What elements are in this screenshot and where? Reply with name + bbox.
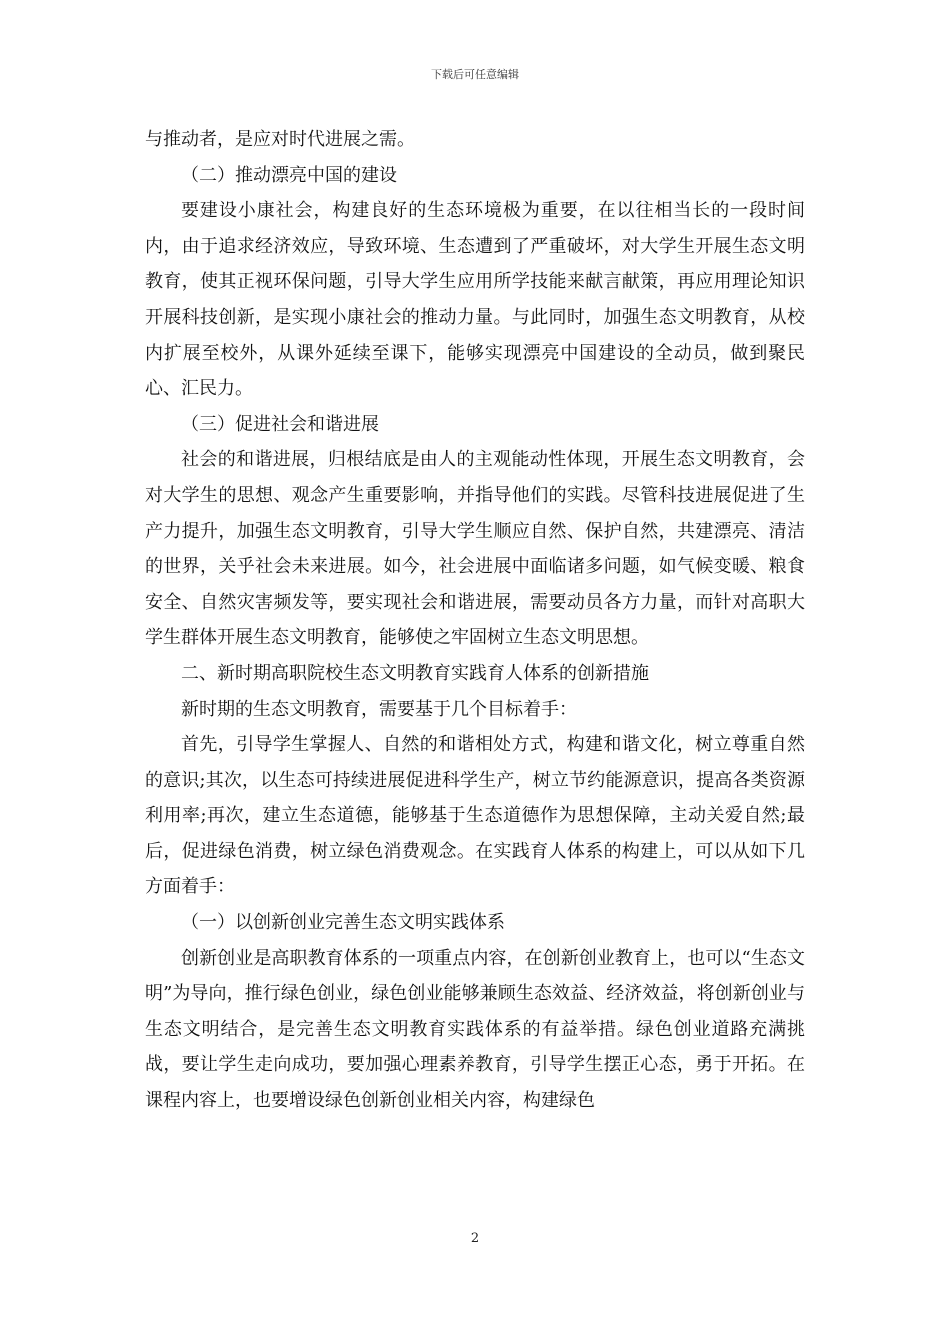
page-number: 2 <box>470 1231 480 1246</box>
chapter-heading: 二、新时期高职院校生态文明教育实践育人体系的创新措施 <box>181 662 649 684</box>
paragraph: 新时期的生态文明教育，需要基于几个目标着手： <box>181 698 577 720</box>
section-heading-3: （三）促进社会和谐进展 <box>181 413 379 435</box>
paragraph: 创新创业是高职教育体系的一项重点内容，在创新创业教育上，也可以“生态文明”为导向，推行绿色创业，绿色创业能够兼顾生态效益、经济效益，将创新创业与生态文明结合，是完善生态文明教育实践体系的有益举措。绿色创业道路充满挑战，要让学生走向成功，要加强心理素养教育，引导学生摆正心态，勇于开拓。在课程内容上，也要增设绿色创新创业相关内容，构建绿色 <box>145 947 805 1112</box>
paragraph: 社会的和谐进展，归根结底是由人的主观能动性体现，开展生态文明教育，会对大学生的思想、观念产生重要影响，并指导他们的实践。尽管科技进展促进了生产力提升，加强生态文明教育，引导大学生顺应自然、保护自然，共建漂亮、清洁的世界，关乎社会未来进展。如今，社会进展中面临诸多问题，如气候变暖、粮食安全、自然灾害频发等，要实现社会和谐进展，需要动员各方力量，而针对高职大学生群体开展生态文明教育，能够使之牢固树立生态文明思想。 <box>145 449 805 649</box>
page-header: 下载后可任意编辑 <box>431 68 519 81</box>
paragraph: 要建设小康社会，构建良好的生态环境极为重要，在以往相当长的一段时间内，由于追求经济效应，导致环境、生态遭到了严重破坏，对大学生开展生态文明教育，使其正视环保问题，引导大学生应用所学技能来献言献策，再应用理论知识开展科技创新，是实现小康社会的推动力量。与此同时，加强生态文明教育，从校内扩展至校外，从课外延续至课下，能够实现漂亮中国建设的全动员，做到聚民心、汇民力。 <box>145 200 805 400</box>
document-body <box>145 122 805 1119</box>
section-heading-2: （二）推动漂亮中国的建设 <box>181 164 397 186</box>
paragraph-continuation: 与推动者，是应对时代进展之需。 <box>145 129 415 150</box>
section-heading-1: （一）以创新创业完善生态文明实践体系 <box>181 912 505 934</box>
paragraph: 首先，引导学生掌握人、自然的和谐相处方式，构建和谐文化，树立尊重自然的意识;其次，以生态可持续进展促进科学生产，树立节约能源意识，提高各类资源利用率;再次，建立生态道德，能够基于生态道德作为思想保障，主动关爱自然;最后，促进绿色消费，树立绿色消费观念。在实践育人体系的构建上，可以从如下几方面着手： <box>145 734 805 898</box>
